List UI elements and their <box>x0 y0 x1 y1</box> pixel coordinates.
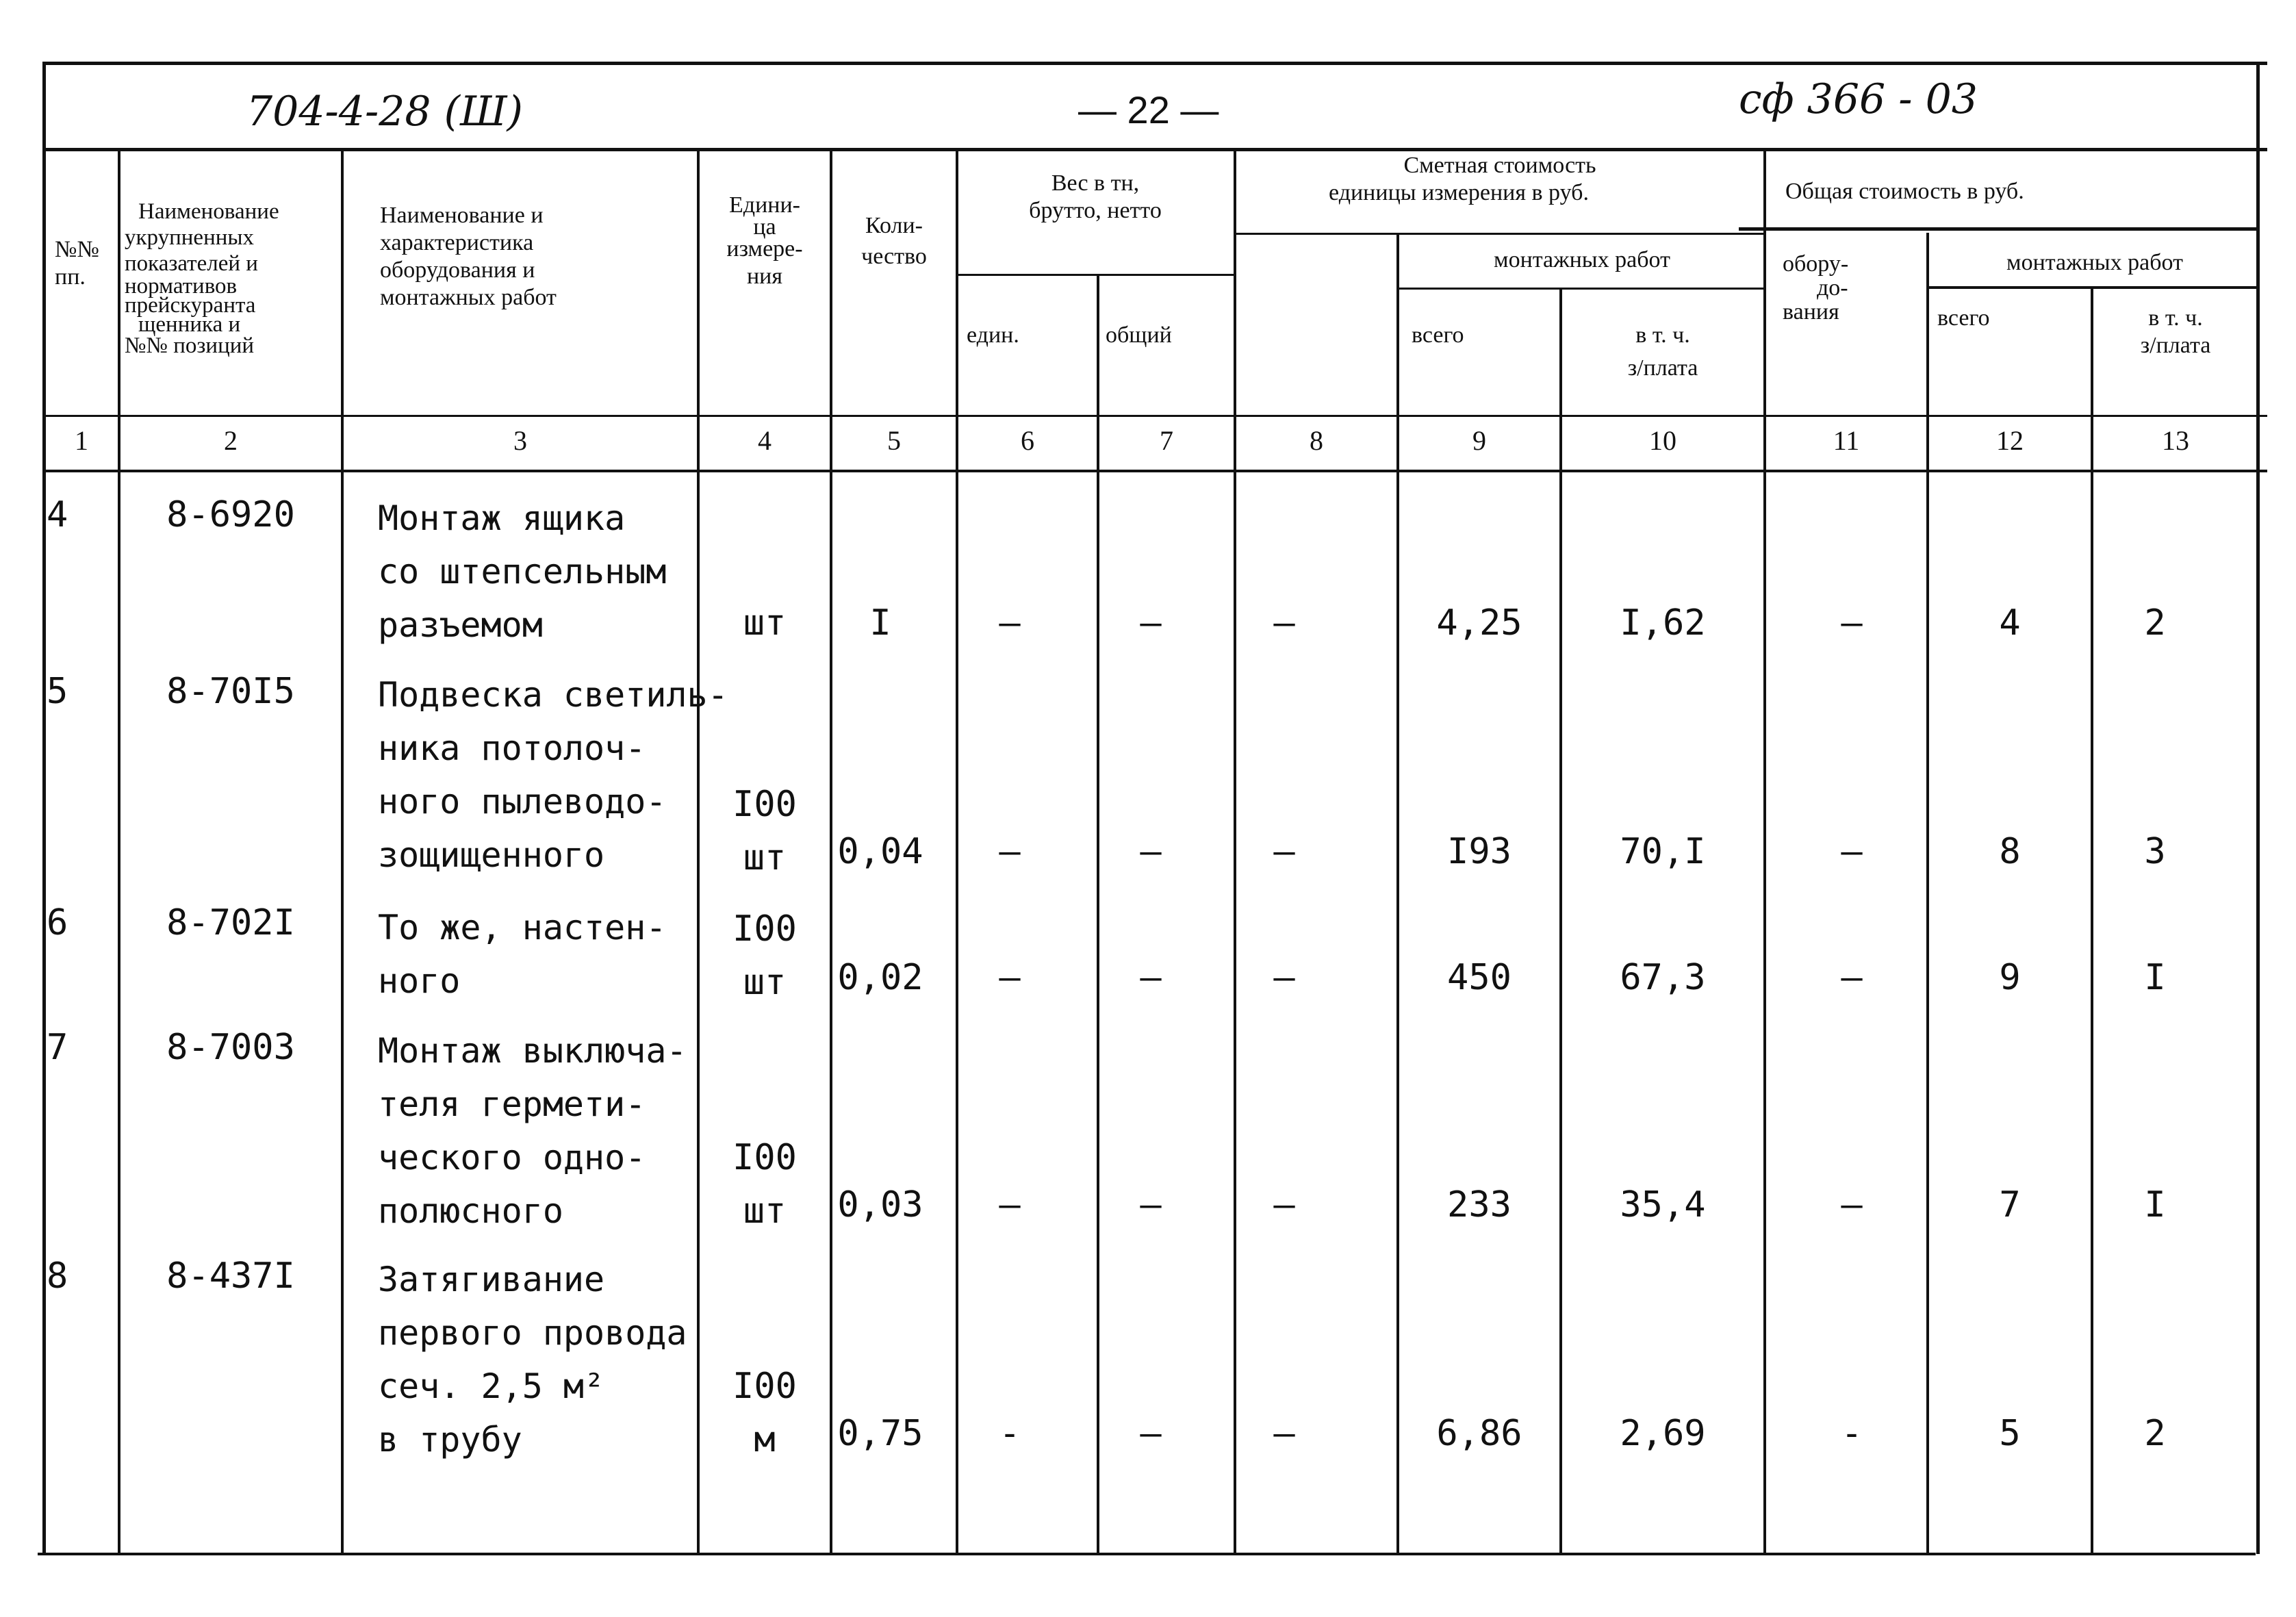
row-unit-install-wage: 67,3 <box>1620 957 1706 998</box>
row-equipment: – <box>1841 602 1863 644</box>
row-total-wage: I <box>2144 957 2166 998</box>
row-number: 7 <box>47 1027 68 1068</box>
header-unit-cost-group: Сметная стоимость единицы измерения в руб. <box>1329 153 1596 205</box>
col-num-2: 2 <box>224 425 238 456</box>
row-unit: I00 шт <box>732 784 797 878</box>
frame-right-line <box>2256 62 2260 1554</box>
row-number: 5 <box>47 671 68 712</box>
row-unit-install-total: I93 <box>1447 831 1511 872</box>
row-number: 4 <box>47 494 68 535</box>
col-num-1: 1 <box>75 425 88 456</box>
row-equipment: - <box>1841 1413 1863 1454</box>
row-equipment: – <box>1841 957 1863 998</box>
header-c6: един. <box>967 322 1019 348</box>
header-c9: всего <box>1412 322 1464 348</box>
row-unit-install-total: 233 <box>1447 1184 1511 1225</box>
header-c5: Коли- чество <box>861 213 927 269</box>
row-name: Затягивание первого провода сеч. 2,5 м² в трубу <box>378 1260 687 1460</box>
document-code-left: 704-4-28 (Ш) <box>246 88 523 136</box>
row-col8: – <box>1273 1184 1295 1225</box>
col-sep-6 <box>1097 274 1099 1554</box>
row-weight-unit: – <box>999 831 1021 872</box>
page-number: — 22 — <box>1078 88 1219 131</box>
header-c13: в т. ч. з/плата <box>2140 305 2211 358</box>
row-code: 8-70I5 <box>166 671 295 712</box>
row-total-install: 9 <box>1999 957 2021 998</box>
header-c11: обору- до- вания <box>1783 251 1849 324</box>
row-weight-unit: – <box>999 602 1021 644</box>
col-num-3: 3 <box>513 425 527 456</box>
row-weight-total: – <box>1140 602 1162 644</box>
row-qty: 0,02 <box>837 957 923 998</box>
document-code-right: сф 366 - 03 <box>1739 75 1978 123</box>
col-num-11: 11 <box>1833 425 1860 456</box>
col-num-5: 5 <box>887 425 901 456</box>
total-cost-group-underline <box>1739 227 2259 231</box>
total-install-group-underline <box>1928 286 2259 289</box>
row-unit-install-total: 6,86 <box>1436 1413 1522 1454</box>
row-unit-install-wage: 70,I <box>1620 831 1706 872</box>
row-weight-total: – <box>1140 957 1162 998</box>
header-total-cost-group: Общая стоимость в руб. <box>1785 179 2024 204</box>
weight-group-underline <box>957 274 1234 276</box>
row-total-install: 5 <box>1999 1413 2021 1454</box>
unit-cost-group-underline <box>1235 233 1763 235</box>
col-sep-2 <box>341 149 344 1554</box>
col-num-9: 9 <box>1472 425 1486 456</box>
row-name: Монтаж выключа- теля гермети- ческого одно- полюсного <box>378 1031 687 1231</box>
row-col8: – <box>1273 1413 1295 1454</box>
col-num-6: 6 <box>1021 425 1034 456</box>
row-unit-install-wage: 2,69 <box>1620 1413 1706 1454</box>
header-c2: Наименование укрупненных показателей и нормативов прейскуранта щенника и №№ позиций <box>125 199 279 358</box>
row-qty: 0,75 <box>837 1413 923 1454</box>
row-total-wage: I <box>2144 1184 2166 1225</box>
row-number: 8 <box>47 1256 68 1297</box>
row-total-install: 8 <box>1999 831 2021 872</box>
row-total-wage: 3 <box>2144 831 2166 872</box>
row-equipment: – <box>1841 1184 1863 1225</box>
col-sep-12 <box>2091 288 2093 1554</box>
row-unit-install-wage: 35,4 <box>1620 1184 1706 1225</box>
row-weight-unit: – <box>999 1184 1021 1225</box>
row-qty: 0,03 <box>837 1184 923 1225</box>
col-num-12: 12 <box>1996 425 2024 456</box>
column-number-bottom-line <box>42 470 2267 472</box>
row-weight-total: – <box>1140 831 1162 872</box>
header-total-install-group: монтажных работ <box>2006 250 2183 275</box>
column-number-top-line <box>42 415 2267 417</box>
row-qty: I <box>869 602 891 644</box>
row-code: 8-7003 <box>166 1027 295 1068</box>
frame-header-bottom-line <box>42 148 2267 151</box>
row-col8: – <box>1273 831 1295 872</box>
row-name: То же, настен- ного <box>378 908 667 1001</box>
row-unit: I00 шт <box>732 1137 797 1232</box>
row-unit: шт <box>743 602 787 644</box>
row-unit: I00 шт <box>732 908 797 1003</box>
frame-left-line <box>42 62 46 1554</box>
row-qty: 0,04 <box>837 831 923 872</box>
row-total-install: 7 <box>1999 1184 2021 1225</box>
header-c3: Наименование и характеристика оборудования и монтажных работ <box>380 203 557 310</box>
row-unit: I00 м <box>732 1366 797 1460</box>
frame-top-line <box>42 62 2267 65</box>
col-sep-9 <box>1559 288 1562 1554</box>
row-col8: – <box>1273 957 1295 998</box>
row-unit-install-total: 450 <box>1447 957 1511 998</box>
row-total-install: 4 <box>1999 602 2021 644</box>
row-weight-total: – <box>1140 1413 1162 1454</box>
row-unit-install-total: 4,25 <box>1436 602 1522 644</box>
row-name: Монтаж ящика со штепсельным разъемом <box>378 498 667 645</box>
header-unit-install-group: монтажных работ <box>1494 247 1670 272</box>
row-unit-install-wage: I,62 <box>1620 602 1706 644</box>
col-sep-1 <box>118 149 120 1554</box>
row-weight-total: – <box>1140 1184 1162 1225</box>
row-code: 8-6920 <box>166 494 295 535</box>
row-col8: – <box>1273 602 1295 644</box>
col-num-7: 7 <box>1160 425 1173 456</box>
row-total-wage: 2 <box>2144 1413 2166 1454</box>
header-c4: Едини- ца измере- ния <box>726 192 803 289</box>
header-c10: в т. ч. з/плата <box>1627 322 1698 381</box>
unit-install-group-underline <box>1398 288 1763 290</box>
row-code: 8-437I <box>166 1256 295 1297</box>
row-weight-unit: – <box>999 957 1021 998</box>
header-c12: всего <box>1937 305 1990 331</box>
header-c7: общий <box>1106 322 1172 348</box>
header-c1: №№ пп. <box>55 237 99 290</box>
col-num-4: 4 <box>758 425 771 456</box>
row-weight-unit: - <box>999 1413 1021 1454</box>
row-code: 8-702I <box>166 902 295 943</box>
col-num-8: 8 <box>1310 425 1323 456</box>
row-total-wage: 2 <box>2144 602 2166 644</box>
col-num-13: 13 <box>2162 425 2189 456</box>
row-name: Подвеска светиль- ника потолоч- ного пылеводо- зощищенного <box>378 675 728 875</box>
row-equipment: – <box>1841 831 1863 872</box>
col-num-10: 10 <box>1649 425 1676 456</box>
header-weight-group: Вес в тн, брутто, нетто <box>1029 170 1162 223</box>
frame-bottom-line <box>38 1553 2256 1555</box>
row-number: 6 <box>47 902 68 943</box>
